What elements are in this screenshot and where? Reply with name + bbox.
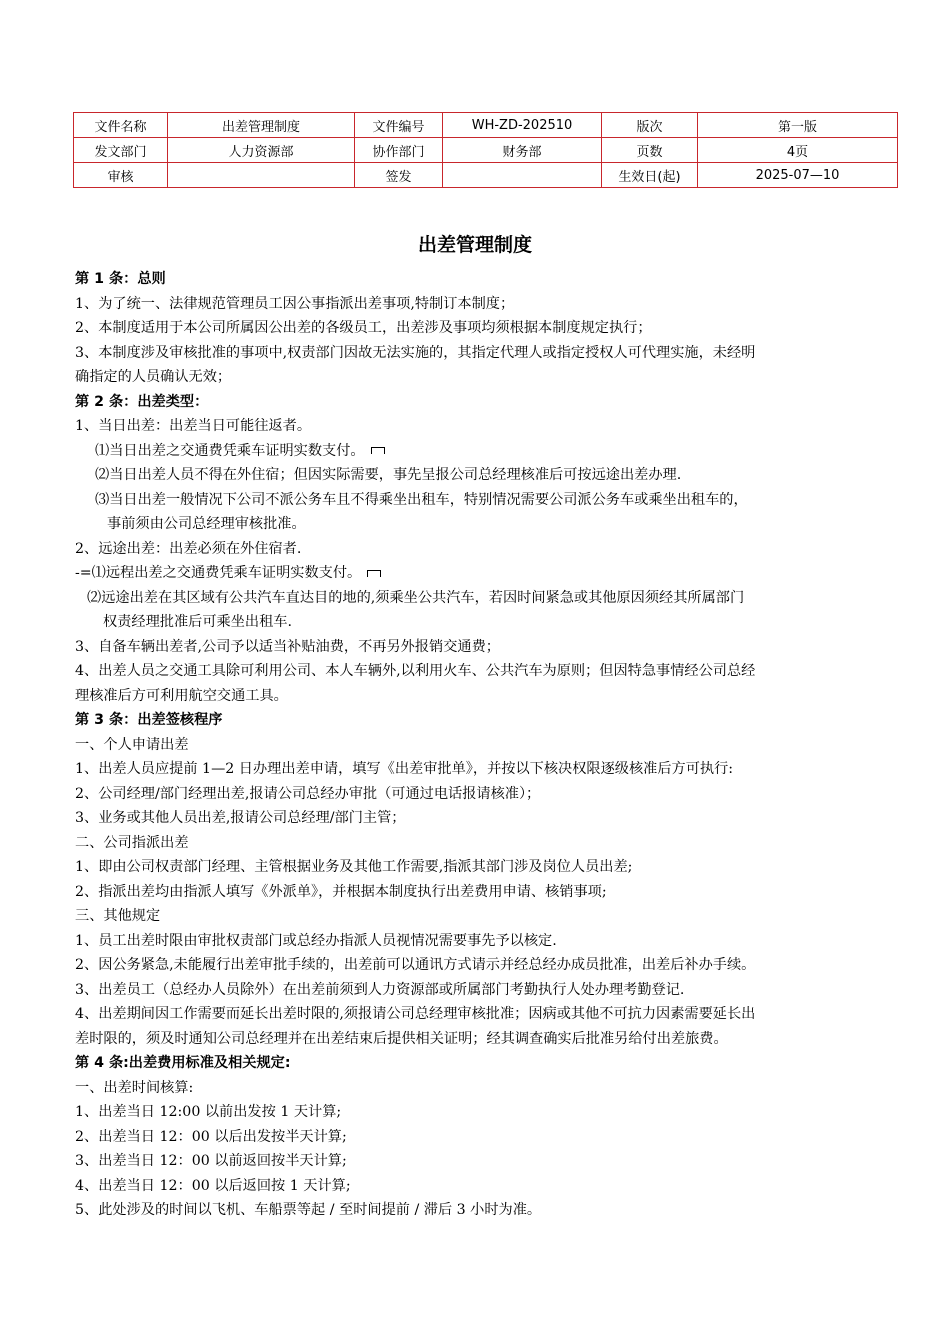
table-row <box>74 113 898 138</box>
label-sign-off: 签发 <box>355 163 443 188</box>
sub-item: ⑶当日出差一般情况下公司不派公务车且不得乘坐出租车，特别情况需要公司派公务车或乘坐出租车的， <box>95 491 748 508</box>
paragraph: 2、指派出差均由指派人填写《外派单》，并根据本制度执行出差费用申请、核销事项; <box>75 883 607 900</box>
paragraph: 3、出差当日 12：00 以前返回按半天计算; <box>75 1153 347 1169</box>
article-heading: 第 4 条:出差费用标准及相关规定: <box>75 1055 291 1071</box>
paragraph: 4、出差当日 12：00 以后返回按 1 天计算; <box>75 1177 351 1194</box>
paragraph: 2、远途出差：出差必须在外住宿者. <box>75 540 302 557</box>
label-effective-date: 生效日(起) <box>602 163 698 188</box>
paragraph: 2、出差当日 12：00 以后出发按半天计算; <box>75 1128 347 1145</box>
paragraph: 3、出差员工（总经办人员除外）在出差前须到人力资源部或所属部门考勤执行人处办理考勤登记. <box>75 981 685 998</box>
value-edition: 第一版 <box>698 113 898 138</box>
section-heading: 一、个人申请出差 <box>75 736 189 753</box>
paragraph: 理核准后方可利用航空交通工具。 <box>75 687 288 704</box>
paragraph: 1、当日出差：出差当日可能往返者。 <box>75 418 312 434</box>
paragraph: 2、本制度适用于本公司所属因公出差的各级员工，出差涉及事项均须根据本制度规定执行； <box>75 320 652 336</box>
paragraph: 1、出差人员应提前 1—2 日办理出差申请，填写《出差审批单》，并按以下核决权限逐级核准后方可执行: <box>75 761 734 777</box>
label-review: 审核 <box>74 163 168 188</box>
label-issuing-department: 发文部门 <box>74 138 168 163</box>
value-effective-date: 2025-07—10 <box>698 163 898 188</box>
value-file-number: WH-ZD-202510 <box>443 113 602 138</box>
table-row <box>74 163 898 188</box>
label-cooperating-department: 协作部门 <box>355 138 443 163</box>
sub-item: 事前须由公司总经理审核批准。 <box>107 516 306 532</box>
value-sign-off <box>443 163 602 188</box>
section-heading: 一、出差时间核算: <box>75 1079 194 1096</box>
value-file-name: 出差管理制度 <box>168 113 355 138</box>
paragraph: 1、即由公司权责部门经理、主管根据业务及其他工作需要,指派其部门涉及岗位人员出差; <box>75 859 633 875</box>
sub-item-text: -=⑴远程出差之交通费凭乘车证明实数支付。 <box>75 565 362 581</box>
sub-item <box>75 561 883 586</box>
paragraph: 4、出差期间因工作需要而延长出差时限的,须报请公司总经理审核批准；因病或其他不可抗力因素需要延长出 <box>75 1006 756 1022</box>
bracket-mark-icon <box>371 447 385 454</box>
label-file-number: 文件编号 <box>355 113 443 138</box>
value-cooperating-department: 财务部 <box>443 138 602 163</box>
paragraph: 确指定的人员确认无效； <box>75 369 232 385</box>
article-heading: 第 1 条：总则 <box>75 271 166 287</box>
sub-item: 权责经理批准后可乘坐出租车. <box>103 614 292 630</box>
table-row <box>74 138 898 163</box>
label-file-name: 文件名称 <box>74 113 168 138</box>
value-issuing-department: 人力资源部 <box>168 138 355 163</box>
value-page-count: 4页 <box>698 138 898 163</box>
paragraph: 4、出差人员之交通工具除可利用公司、本人车辆外,以利用火车、公共汽车为原则；但因特急事情经公司总经 <box>75 663 756 679</box>
section-heading: 三、其他规定 <box>75 908 161 924</box>
document-info-table <box>73 112 898 188</box>
paragraph: 1、出差当日 12:00 以前出发按 1 天计算; <box>75 1104 342 1120</box>
paragraph: 2、因公务紧急,未能履行出差审批手续的，出差前可以通讯方式请示并经总经办成员批准，出差后补办手续。 <box>75 957 756 973</box>
sub-item <box>75 439 883 464</box>
sub-item: ⑵远途出差在其区域有公共汽车直达目的地的,须乘坐公共汽车，若因时间紧急或其他原因须经其所属部门 <box>87 589 745 606</box>
paragraph: 1、员工出差时限由审批权责部门或总经办指派人员视情况需要事先予以核定. <box>75 932 557 949</box>
document-body <box>75 267 883 1223</box>
document-title: 出差管理制度 <box>417 234 532 256</box>
bracket-mark-icon <box>367 570 381 577</box>
article-heading: 第 3 条：出差签核程序 <box>75 712 223 728</box>
paragraph: 3、本制度涉及审核批准的事项中,权责部门因故无法实施的，其指定代理人或指定授权人可代理实施，未经明 <box>75 344 756 361</box>
value-review <box>168 163 355 188</box>
sub-item-text: ⑴当日出差之交通费凭乘车证明实数支付。 <box>95 442 365 459</box>
paragraph: 5、此处涉及的时间以飞机、车船票等起 / 至时间提前 / 滞后 3 小时为准。 <box>75 1202 542 1218</box>
paragraph: 差时限的，须及时通知公司总经理并在出差结束后提供相关证明；经其调查确实后批准另给付出差旅费。 <box>75 1030 728 1047</box>
section-heading: 二、公司指派出差 <box>75 834 189 851</box>
paragraph: 2、公司经理/部门经理出差,报请公司总经办审批（可通过电话报请核准）； <box>75 785 541 802</box>
paragraph: 1、为了统一、法律规范管理员工因公事指派出差事项,特制订本制度； <box>75 295 515 312</box>
label-page-count: 页数 <box>602 138 698 163</box>
paragraph: 3、自备车辆出差者,公司予以适当补贴油费，不再另外报销交通费； <box>75 638 500 655</box>
sub-item: ⑵当日出差人员不得在外住宿；但因实际需要，事先呈报公司总经理核准后可按远途出差办理. <box>95 467 682 483</box>
article-heading: 第 2 条：出差类型： <box>75 393 209 410</box>
label-edition: 版次 <box>602 113 698 138</box>
paragraph: 3、业务或其他人员出差,报请公司总经理/部门主管； <box>75 810 406 826</box>
